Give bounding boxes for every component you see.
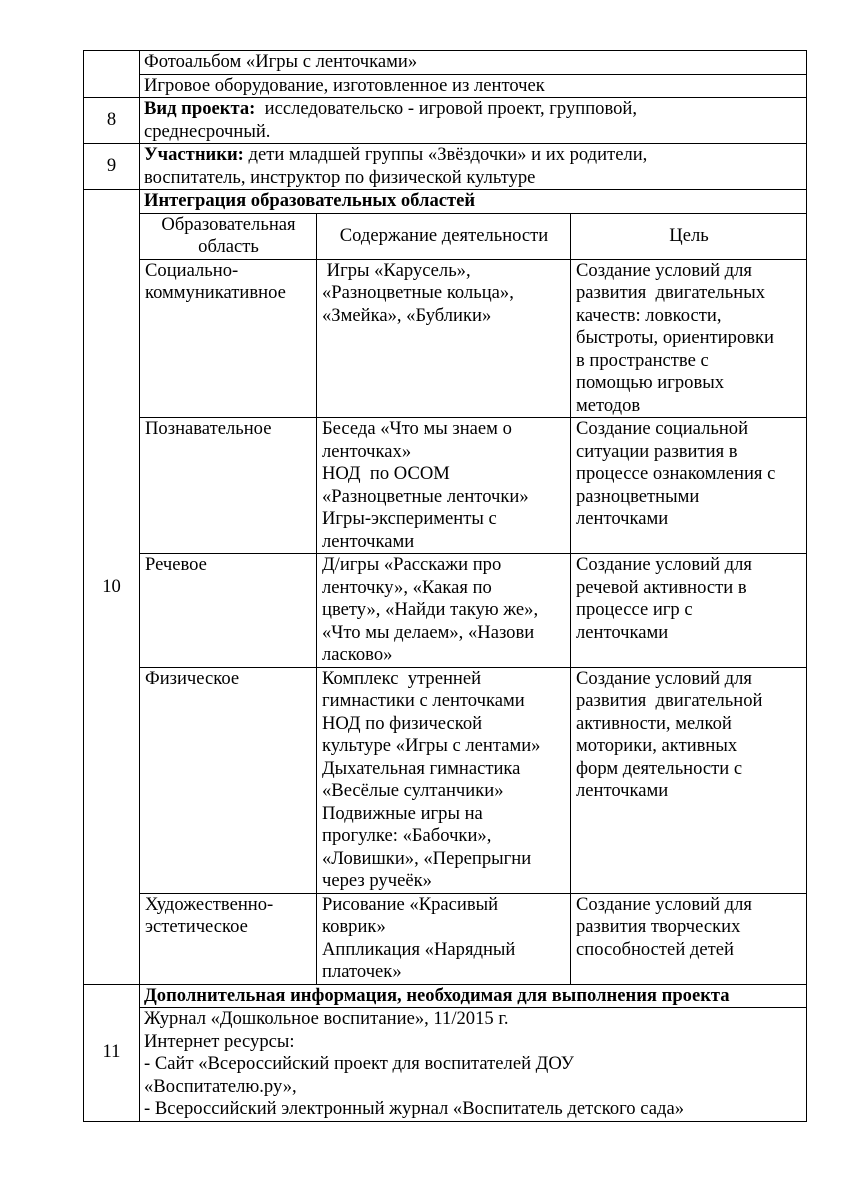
integration-header-row <box>84 213 807 259</box>
project-type-label: Вид проекта: <box>144 98 256 119</box>
table-row-9 <box>84 144 807 190</box>
area-row-physical <box>84 667 807 893</box>
row-number-empty <box>84 51 140 98</box>
area-row-social <box>84 259 807 418</box>
project-type-text: исследовательско - игровой проект, групповой, <box>255 98 637 119</box>
info-line: - Всероссийский электронный журнал «Воспитатель детского сада» <box>144 1098 684 1119</box>
integration-title: Интеграция образовательных областей <box>144 190 476 211</box>
participants-label: Участники: <box>144 144 244 165</box>
row-number: 8 <box>84 98 140 144</box>
content-cell: Беседа «Что мы знаем о ленточках» НОД по ОСОМ «Разноцветные ленточки» Игры-эксперименты с ленточками <box>317 418 571 554</box>
area-cell: Художественно- эстетическое <box>140 893 317 984</box>
table-row <box>84 74 807 98</box>
goal-cell: Создание социальной ситуации развития в процессе ознакомления с разноцветными ленточками <box>571 418 807 554</box>
additional-info-title-cell <box>140 984 807 1008</box>
info-line: Интернет ресурсы: <box>144 1030 295 1052</box>
photo-album-text: Фотоальбом «Игры с ленточками» <box>144 51 418 72</box>
table-row-8 <box>84 98 807 144</box>
additional-info-cell <box>140 1008 807 1122</box>
additional-info-row <box>84 1008 807 1122</box>
project-type-text-2: среднесрочный. <box>144 120 271 142</box>
header-area: Образовательная область <box>140 213 317 259</box>
goal-cell: Создание условий для речевой активности в процессе игр с ленточками <box>571 554 807 668</box>
row-number: 9 <box>84 144 140 190</box>
participants-cell <box>140 144 807 190</box>
integration-title-cell <box>140 190 807 214</box>
document-page <box>83 50 806 1122</box>
area-cell: Физическое <box>140 667 317 893</box>
table-row-10 <box>84 190 807 214</box>
info-line: - Сайт «Всероссийский проект для воспитателей ДОУ <box>144 1053 574 1074</box>
goal-cell: Создание условий для развития творческих способностей детей <box>571 893 807 984</box>
info-line: «Воспитателю.ру», <box>144 1075 297 1097</box>
additional-info-title: Дополнительная информация, необходимая для выполнения проекта <box>144 984 730 1006</box>
table-row <box>84 51 807 75</box>
equipment-text: Игровое оборудование, изготовленное из ленточек <box>144 74 545 96</box>
row-number: 10 <box>84 190 140 985</box>
goal-cell: Создание условий для развития двигательной активности, мелкой моторики, активных форм деятельности с ленточками <box>571 667 807 893</box>
area-cell: Социально- коммуникативное <box>140 259 317 418</box>
info-line: Журнал «Дошкольное воспитание», 11/2015 г. <box>144 1008 509 1029</box>
row-number: 11 <box>84 984 140 1121</box>
area-row-speech <box>84 554 807 668</box>
area-cell: Познавательное <box>140 418 317 554</box>
content-cell: Д/игры «Расскажи про ленточку», «Какая по цвету», «Найди такую же», «Что мы делаем», «Назови ласково» <box>317 554 571 668</box>
goal-cell: Создание условий для развития двигательных качеств: ловкости, быстроты, ориентировки в пространстве с помощью игровых методов <box>571 259 807 418</box>
area-row-cognitive <box>84 418 807 554</box>
project-table <box>83 50 807 1122</box>
participants-text-2: воспитатель, инструктор по физической культуре <box>144 166 536 188</box>
participants-text: дети младшей группы «Звёздочки» и их родители, <box>243 144 648 165</box>
content-cell: Рисование «Красивый коврик» Аппликация «Нарядный платочек» <box>317 893 571 984</box>
area-cell: Речевое <box>140 554 317 668</box>
content-cell: Игры «Карусель», «Разноцветные кольца», «Змейка», «Бублики» <box>317 259 571 418</box>
area-row-art <box>84 893 807 984</box>
header-goal: Цель <box>571 213 807 259</box>
equipment-cell <box>140 74 807 98</box>
project-type-cell <box>140 98 807 144</box>
content-cell: Комплекс утренней гимнастики с ленточками НОД по физической культуре «Игры с лентами» Дыхательная гимнастика «Весёлые султанчики» Подвижные игры на прогулке: «Бабочки», «Ловишки», «Перепрыгни через ручеёк» <box>317 667 571 893</box>
photo-album-cell <box>140 51 807 75</box>
header-content: Содержание деятельности <box>317 213 571 259</box>
table-row-11 <box>84 984 807 1008</box>
